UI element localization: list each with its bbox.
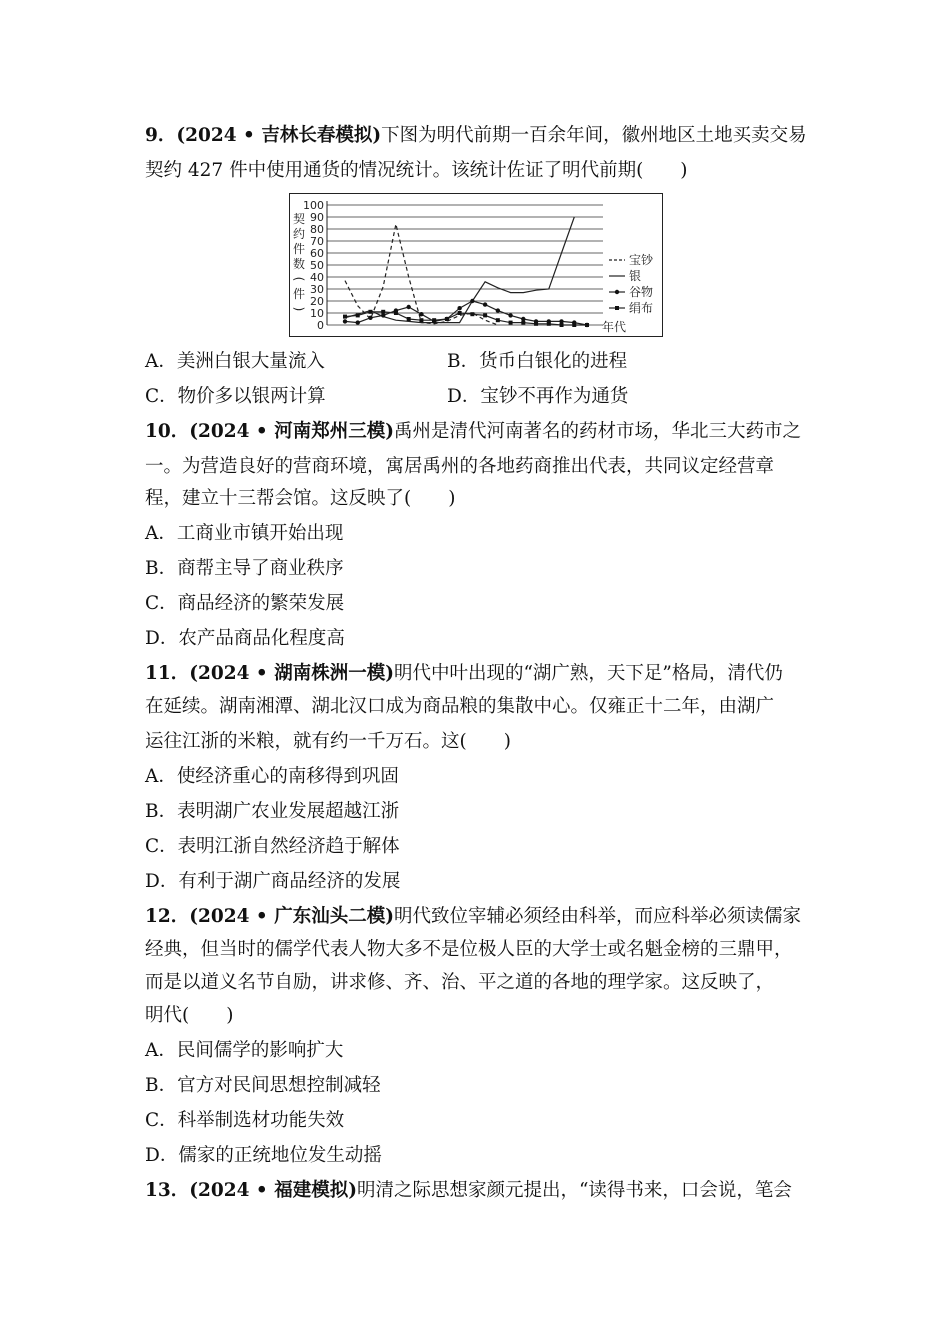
q12-stem-4: 明代( ) (145, 1005, 234, 1026)
y-tick-label-80: 80 (310, 223, 324, 236)
q11-stem-3: 运往江浙的米粮，就有约一千万石。这( ) (145, 731, 511, 752)
series-point-绢布-18 (572, 323, 576, 327)
legend-marker-谷物 (615, 290, 619, 294)
legend-label-宝钞: 宝钞 (629, 253, 654, 267)
q12-stem-1: 明代致位宰辅必须经由科举，而应科举必须读儒家 (393, 906, 801, 927)
q12-source: (2024 • 广东汕头二模) (189, 906, 394, 927)
y-tick-label-10: 10 (310, 307, 324, 320)
q9-stem-2: 契约 427 件中使用通货的情况统计。该统计佐证了明代前期( ) (145, 160, 688, 181)
x-axis-label: 年代 (602, 320, 627, 334)
y-axis-label-char-4: ( (292, 276, 306, 282)
q10-stem-2: 一。为营造良好的营商环境，寓居禹州的各地药商推出代表，共同议定经营章 (145, 456, 775, 477)
legend-marker-绢布 (615, 306, 619, 310)
y-tick-label-40: 40 (310, 271, 324, 284)
series-point-绢布-4 (394, 311, 398, 315)
series-point-绢布-12 (496, 318, 500, 322)
q9-source: (2024 • 吉林长春模拟) (176, 125, 382, 146)
legend-label-银: 银 (629, 269, 642, 283)
q12-stem-2: 经典，但当时的儒学代表人物大多不是位极人臣的大学士或名魁金榜的三鼎甲， (145, 939, 793, 960)
series-point-绢布-3 (381, 310, 385, 314)
q9-chart (289, 193, 663, 337)
q11-line1 (145, 661, 825, 687)
series-point-绢布-15 (534, 322, 538, 326)
q11-option-c[interactable]: C．表明江浙自然经济趋于解体 (145, 836, 400, 857)
q12-option-c[interactable]: C．科举制选材功能失效 (145, 1110, 345, 1131)
series-point-谷物-0 (343, 319, 347, 323)
series-point-绢布-13 (509, 321, 513, 325)
q10-stem-1: 禹州是清代河南著名的药材市场，华北三大药市之 (393, 421, 801, 442)
q12-option-a[interactable]: A．民间儒学的影响扩大 (145, 1040, 344, 1061)
series-point-绢布-17 (560, 323, 564, 327)
series-point-绢布-16 (547, 322, 551, 326)
q13-line1 (145, 1178, 825, 1204)
series-point-绢布-0 (343, 315, 347, 319)
q12-option-d[interactable]: D．儒家的正统地位发生动摇 (145, 1145, 382, 1166)
series-point-绢布-10 (470, 312, 474, 316)
q12-stem-3: 而是以道义名节自励，讲求修、齐、治、平之道的各地的理学家。这反映了， (145, 972, 775, 993)
series-point-谷物-6 (419, 312, 423, 316)
series-point-谷物-12 (496, 308, 500, 312)
y-tick-label-0: 0 (317, 319, 324, 332)
series-point-谷物-9 (457, 306, 461, 310)
series-point-绢布-5 (407, 317, 411, 321)
q11-number: 11． (145, 663, 190, 684)
y-tick-label-50: 50 (310, 259, 324, 272)
series-point-谷物-13 (508, 313, 512, 317)
series-point-谷物-17 (559, 319, 563, 323)
q12-line1 (145, 904, 825, 930)
y-tick-label-20: 20 (310, 295, 324, 308)
q9-option-b[interactable]: B．货币白银化的进程 (447, 351, 628, 372)
q9-number: 9． (145, 125, 177, 146)
y-axis-label-char-2: 件 (292, 242, 306, 256)
q9-option-a[interactable]: A．美洲白银大量流入 (145, 351, 325, 372)
series-point-绢布-2 (368, 310, 372, 314)
q9-option-d[interactable]: D．宝钞不再作为通货 (447, 386, 629, 407)
series-point-谷物-2 (368, 316, 372, 320)
q13-number: 13． (145, 1180, 190, 1201)
q10-option-b[interactable]: B．商帮主导了商业秩序 (145, 558, 344, 579)
q11-option-b[interactable]: B．表明湖广农业发展超越江浙 (145, 801, 400, 822)
series-point-绢布-8 (445, 317, 449, 321)
series-point-谷物-5 (406, 305, 410, 309)
q10-stem-3: 程，建立十三帮会馆。这反映了( ) (145, 488, 456, 509)
q13-stem-1: 明清之际思想家颜元提出，“读得书来，口会说，笔会 (356, 1180, 792, 1201)
series-point-绢布-9 (458, 311, 462, 315)
y-tick-label-60: 60 (310, 247, 324, 260)
y-axis-label-char-3: 数 (292, 257, 306, 271)
series-point-绢布-7 (432, 318, 436, 322)
y-tick-label-30: 30 (310, 283, 324, 296)
q12-option-b[interactable]: B．官方对民间思想控制减轻 (145, 1075, 381, 1096)
q9-chart-svg (289, 193, 663, 337)
q10-source: (2024 • 河南郑州三模) (189, 421, 394, 442)
y-axis-label-char-1: 约 (292, 227, 306, 241)
series-point-绢布-6 (419, 318, 423, 322)
series-point-谷物-10 (470, 299, 474, 303)
q11-option-a[interactable]: A．使经济重心的南移得到巩固 (145, 766, 399, 787)
legend-label-绢布: 绢布 (629, 301, 654, 315)
q9-line1 (145, 123, 825, 149)
y-tick-label-100: 100 (303, 199, 324, 212)
q10-option-a[interactable]: A．工商业市镇开始出现 (145, 523, 344, 544)
series-point-谷物-1 (356, 320, 360, 324)
series-point-谷物-14 (521, 317, 525, 321)
series-point-绢布-19 (585, 323, 589, 327)
y-tick-label-70: 70 (310, 235, 324, 248)
q11-option-d[interactable]: D．有利于湖广商品经济的发展 (145, 871, 401, 892)
q11-stem-1: 明代中叶出现的“湖广熟，天下足”格局，清代仍 (393, 663, 783, 684)
q10-line1 (145, 419, 825, 445)
q11-source: (2024 • 湖南株洲一模) (189, 663, 394, 684)
q10-option-c[interactable]: C．商品经济的繁荣发展 (145, 593, 345, 614)
y-axis-label-char-0: 契 (292, 212, 306, 226)
q12-number: 12． (145, 906, 190, 927)
series-point-绢布-14 (521, 321, 525, 325)
q9-option-c[interactable]: C．物价多以银两计算 (145, 386, 326, 407)
q13-source: (2024 • 福建模拟) (189, 1180, 357, 1201)
series-point-谷物-11 (483, 302, 487, 306)
y-axis-label-char-5: 件 (292, 287, 306, 301)
y-axis-label-char-6: ) (292, 306, 306, 312)
q10-number: 10． (145, 421, 190, 442)
q11-stem-2: 在延续。湖南湘潭、湖北汉口成为商品粮的集散中心。仅雍正十二年，由湖广 (145, 696, 775, 717)
y-tick-label-90: 90 (310, 211, 324, 224)
series-point-谷物-3 (381, 313, 385, 317)
series-point-绢布-1 (356, 313, 360, 317)
q9-stem-1: 下图为明代前期一百余年间，徽州地区土地买卖交易 (381, 125, 807, 146)
legend-label-谷物: 谷物 (629, 285, 654, 299)
q10-option-d[interactable]: D．农产品商品化程度高 (145, 628, 345, 649)
series-point-绢布-11 (483, 313, 487, 317)
